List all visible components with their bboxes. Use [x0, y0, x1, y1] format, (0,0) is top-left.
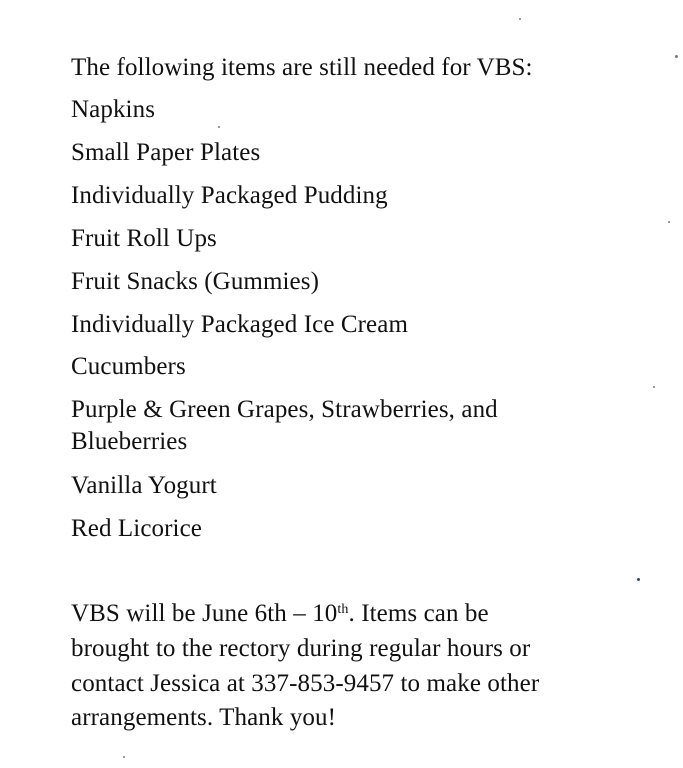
needed-item: Cucumbers [71, 353, 186, 380]
scan-speck [519, 18, 521, 20]
scan-speck [675, 55, 678, 58]
needed-item: Vanilla Yogurt [71, 472, 217, 499]
needed-item: Fruit Snacks (Gummies) [71, 268, 320, 295]
closing-line: arrangements. Thank you! [71, 704, 337, 731]
needed-item: Individually Packaged Ice Cream [71, 311, 408, 338]
scan-speck [218, 126, 220, 128]
needed-item: Fruit Roll Ups [71, 225, 217, 252]
ordinal-suffix: th [337, 601, 349, 617]
event-dates-line [71, 599, 489, 629]
scan-speck [637, 578, 640, 581]
event-dates-text: VBS will be June 6th – 10 [71, 600, 338, 627]
needed-item: Small Paper Plates [71, 139, 261, 166]
scan-speck [668, 221, 670, 223]
dropoff-instructions-line: brought to the rectory during regular hours or [71, 635, 531, 662]
needed-item: Napkins [71, 96, 156, 123]
needed-item-continuation: Blueberries [71, 428, 188, 455]
needed-item: Purple & Green Grapes, Strawberries, and [71, 396, 498, 423]
event-dates-continuation: . Items can be [348, 600, 489, 627]
scan-speck [123, 756, 125, 758]
contact-line: contact Jessica at 337-853-9457 to make other [71, 670, 540, 697]
needed-item: Red Licorice [71, 515, 202, 542]
needed-item: Individually Packaged Pudding [71, 182, 388, 209]
scan-speck [653, 386, 655, 388]
notice-heading: The following items are still needed for VBS: [71, 54, 533, 81]
